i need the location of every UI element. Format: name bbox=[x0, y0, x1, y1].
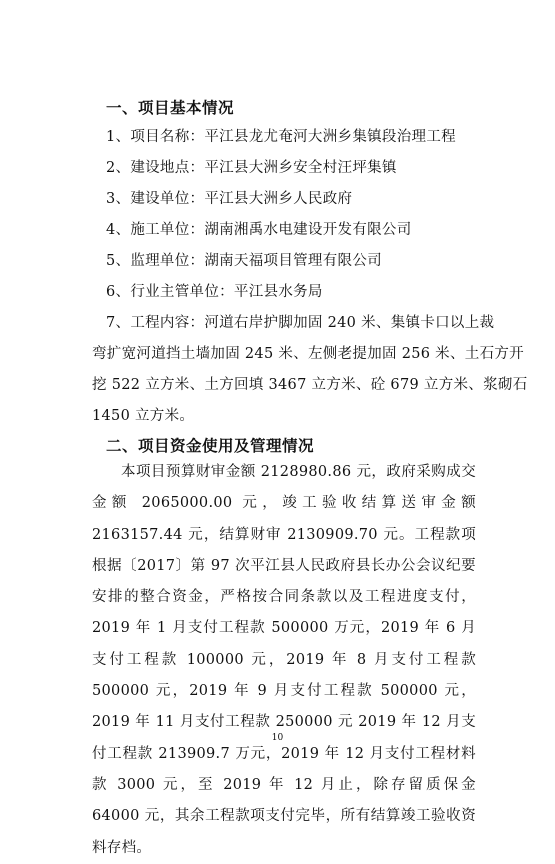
page-number: 10 bbox=[271, 733, 284, 743]
work-content-line-1: 7、工程内容：河道右岸护脚加固 240 米、集镇卡口以上裁 bbox=[106, 315, 495, 331]
section-2-heading: 二、项目资金使用及管理情况 bbox=[106, 437, 315, 455]
contractor-item: 4、施工单位：湖南湘禹水电建设开发有限公司 bbox=[106, 222, 412, 238]
project-name-item: 1、项目名称：平江县龙尤奄河大洲乡集镇段治理工程 bbox=[106, 129, 456, 145]
supervisor-item: 5、监理单位：湖南天福项目管理有限公司 bbox=[106, 253, 382, 269]
work-content-line-4: 1450 立方米。 bbox=[92, 408, 195, 424]
construction-site-item: 2、建设地点：平江县大洲乡安全村汪坪集镇 bbox=[106, 160, 397, 176]
funding-paragraph: 本项目预算财审金额 2128980.86 元，政府采购成交金额 2065000.00 元，竣工验收结算送审金额 2163157.44 元，结算财审 2130909.70 元。工程款项根据〔2017〕第 97 次平江县人民政府县长办公会议纪要安排的整合资金，严格按合同条款以及工程进度支付，2019 年 1 月支付工程款 500000 万元，2019 年 6 月支付工程款 100000 元，2019 年 8 月支付工程款 500000 元，2019 年 9 月支付工程款 500000 元，2019 年 11 月支付工程款 250000 元 2019 年 12 月支付工程款 213909.7 万元，2019 年 12 月支付工程材料款 3000 元，至 2019 年 12 月止，除存留质保金 64000 元，其余工程款项支付完毕，所有结算竣工验收资料存档。 bbox=[92, 464, 476, 856]
section-1-heading: 一、项目基本情况 bbox=[106, 99, 235, 117]
work-content-line-3: 挖 522 立方米、土方回填 3467 立方米、砼 679 立方米、浆砌石 bbox=[92, 377, 528, 393]
work-content-line-2: 弯扩宽河道挡土墙加固 245 米、左侧老提加固 256 米、土石方开 bbox=[92, 346, 524, 362]
construction-unit-item: 3、建设单位：平江县大洲乡人民政府 bbox=[106, 191, 353, 207]
authority-item: 6、行业主管单位：平江县水务局 bbox=[106, 284, 323, 300]
